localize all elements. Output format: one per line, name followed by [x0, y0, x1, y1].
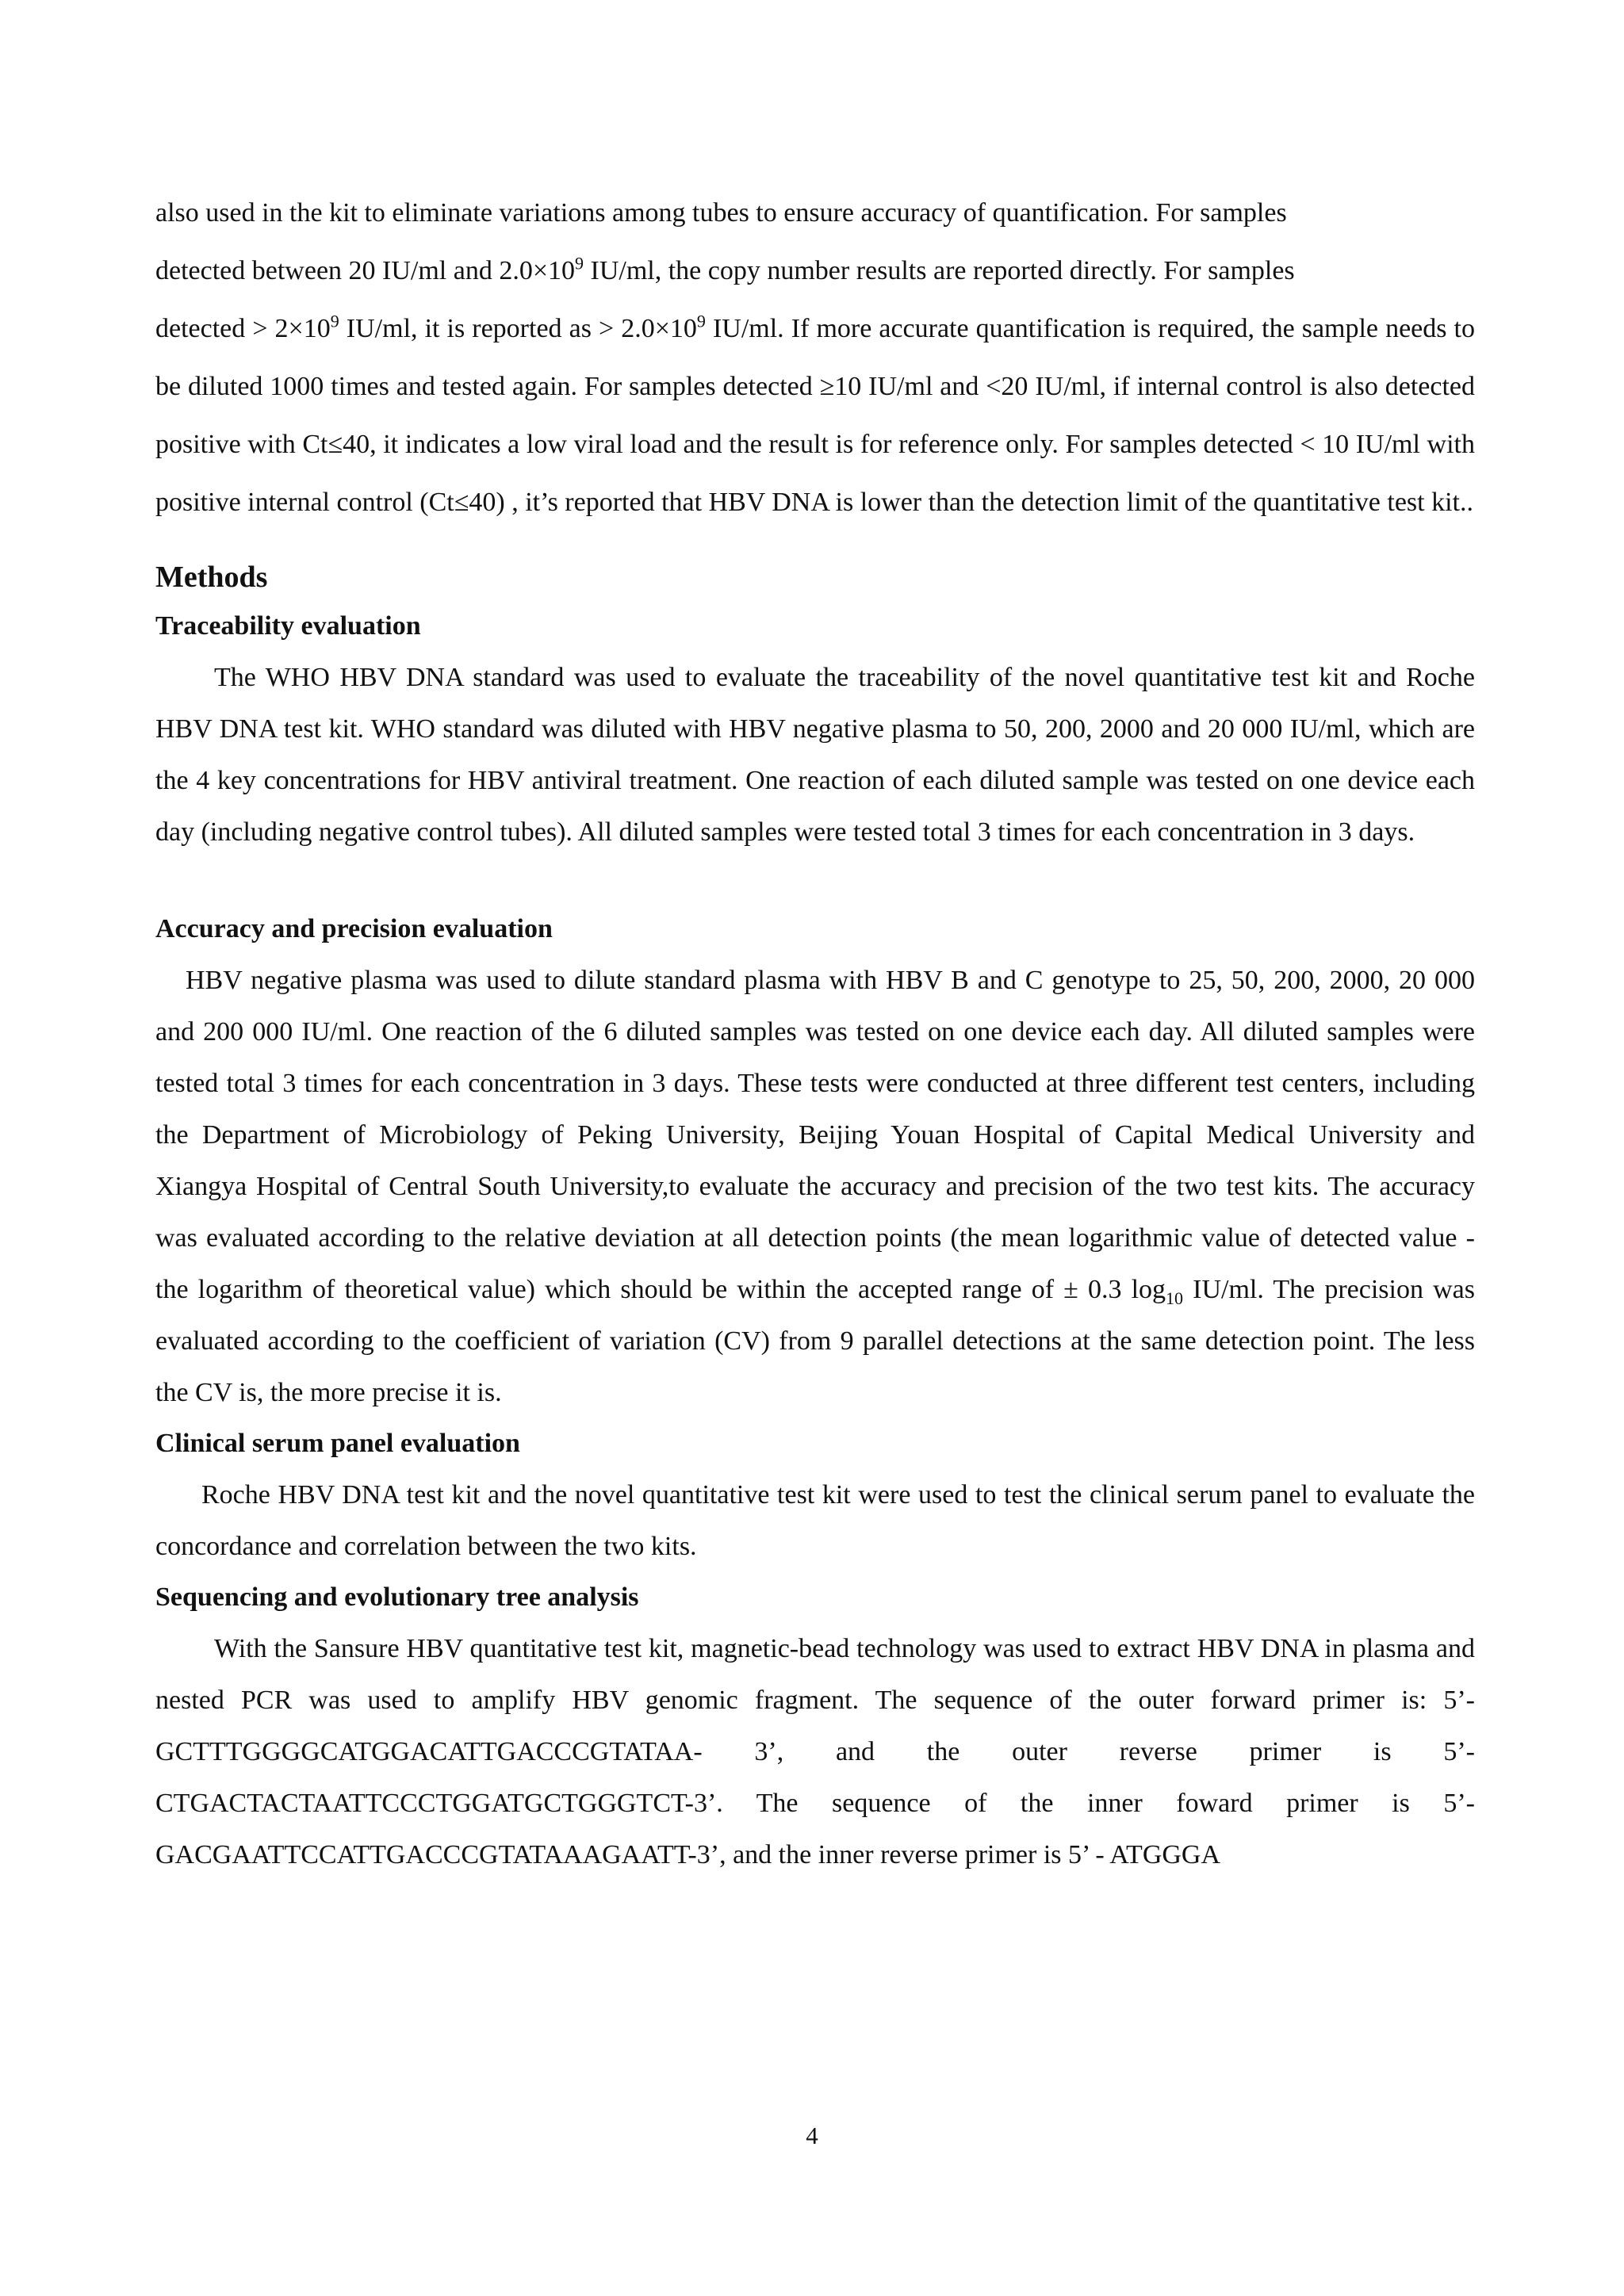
clinical-heading: Clinical serum panel evaluation [155, 1429, 520, 1458]
page-number: 4 [806, 2122, 818, 2149]
accuracy-heading: Accuracy and precision evaluation [155, 914, 553, 943]
spacer [155, 858, 1475, 904]
intro-paragraph [155, 184, 1475, 531]
page-content [155, 184, 1475, 1881]
intro-exponent-1: 9 [575, 253, 584, 274]
intro-line-3b: IU/ml, it is reported as > 2.0×10 [339, 314, 697, 343]
accuracy-text-b: IU/ml. The precision was evaluated according to the coefficient of variation (CV) from 9 parallel detections at the same detection point. The less the CV is, the more precise it is. [155, 1275, 1475, 1407]
intro-exponent-2: 9 [330, 311, 339, 331]
intro-line-1: also used in the kit to eliminate variations among tubes to ensure accuracy of quantification. For samples [155, 198, 1287, 228]
log-subscript: 10 [1166, 1288, 1184, 1308]
traceability-paragraph: The WHO HBV DNA standard was used to evaluate the traceability of the novel quantitative test kit and Roche HBV DNA test kit. WHO standard was diluted with HBV negative plasma to 50, 200, 2000 and 20 000 IU/ml, which are the 4 key concentrations for HBV antiviral treatment. One reaction of each diluted sample was tested on one device each day (including negative control tubes). All diluted samples were tested total 3 times for each concentration in 3 days. [155, 663, 1475, 847]
spacer [155, 531, 1475, 553]
sequencing-paragraph: With the Sansure HBV quantitative test kit, magnetic-bead technology was used to extract HBV DNA in plasma and nested PCR was used to amplify HBV genomic fragment. The sequence of the outer forward primer is: 5’-GCTTTGGGGCATGGACATTGACCCGTATAA- 3’, and the outer reverse primer is 5’-CTGACTACTAATTCCCTGGATGCTGGGTCT-3’. The sequence of the inner foward primer is 5’-GACGAATTCCATTGACCCGTATAAAGAATT-3’, and the inner reverse primer is 5’ - ATGGGA [155, 1634, 1475, 1869]
intro-exponent-3: 9 [696, 311, 706, 331]
clinical-paragraph: Roche HBV DNA test kit and the novel quantitative test kit were used to test the clinical serum panel to evaluate the concordance and correlation between the two kits. [155, 1480, 1475, 1561]
methods-heading: Methods [155, 561, 268, 594]
traceability-heading: Traceability evaluation [155, 611, 421, 641]
accuracy-text-a: HBV negative plasma was used to dilute standard plasma with HBV B and C genotype to 25, 50, 200, 2000, 20 000 and 200 000 IU/ml. One reaction of the 6 diluted samples was tested on one device each day. All diluted samples were tested total 3 times for each concentration in 3 days. These tests were conducted at three different test centers, including the Department of Microbiology of Peking University, Beijing Youan Hospital of Capital Medical University and Xiangya Hospital of Central South University,to evaluate the accuracy and precision of the two test kits. The accuracy was evaluated according to the relative deviation at all detection points (the mean logarithmic value of detected value - the logarithm of theoretical value) which should be within the accepted range of ± 0.3 log [155, 966, 1475, 1304]
intro-line-3c: IU/ml. If more accurate quantification is required, the sample needs to be diluted 1000 times and tested again. For samples detected ≥10 IU/ml and <20 IU/ml, if internal control is also detected positive with Ct≤40, it indicates a low viral load and the result is for reference only. For samples detected < 10 IU/ml with positive internal control (Ct≤40) , it’s reported that HBV DNA is lower than the detection limit of the quantitative test kit.. [155, 314, 1476, 517]
intro-line-3a: detected > 2×10 [155, 314, 331, 343]
sequencing-heading: Sequencing and evolutionary tree analysis [155, 1582, 639, 1612]
accuracy-paragraph [155, 955, 1475, 1418]
intro-line-2b: IU/ml, the copy number results are reported directly. For samples [584, 256, 1295, 285]
intro-line-2a: detected between 20 IU/ml and 2.0×10 [155, 256, 576, 285]
